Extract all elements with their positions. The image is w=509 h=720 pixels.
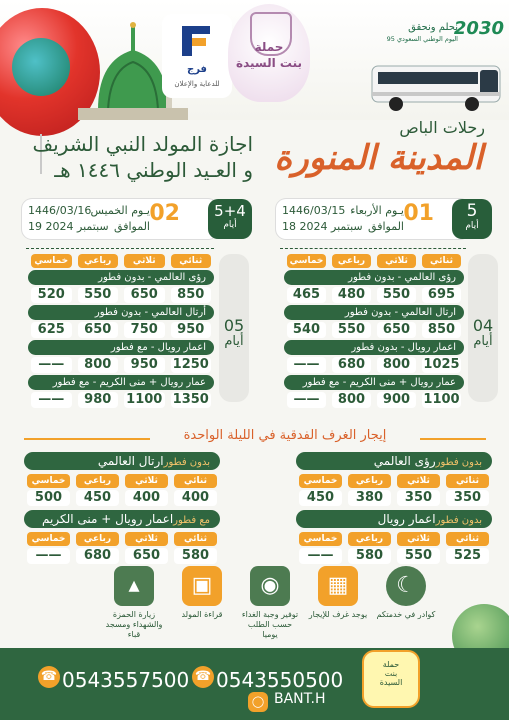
price-cell: 550 (332, 322, 371, 338)
holiday-line1: اجازة المولد النبي الشريف (32, 132, 253, 156)
price-cell: 1350 (171, 392, 212, 408)
price-cell: 800 (377, 357, 416, 373)
price-cell: 850 (171, 287, 212, 303)
trip1-number: 01 (403, 201, 434, 226)
hotel-icon: ▦ (318, 566, 358, 606)
room-type-chip: ثلاثي (125, 474, 168, 488)
price-cell: —— (287, 357, 326, 373)
room-type-chip: ثنائي (446, 532, 489, 546)
feature-book (172, 566, 232, 620)
price-cell: 540 (287, 322, 326, 338)
vision-main: نحلم ونحقق (408, 22, 458, 33)
room-type-chip: ثنائي (174, 474, 217, 488)
trip2-greg-prefix: الموافق (114, 220, 150, 233)
agency-f-icon (176, 20, 216, 60)
price-cell: 480 (332, 287, 371, 303)
room-price-cell: 580 (174, 548, 217, 564)
trip1-divider (280, 248, 466, 249)
price-cell: 1025 (423, 357, 460, 372)
room-type-chip: ثلاثي (125, 532, 168, 546)
room-price-cell: 680 (76, 548, 119, 564)
trip2-days: 5+4 (214, 202, 246, 220)
snap-line1: حملة (382, 660, 400, 669)
bus-trips-label: رحلات الباص (399, 118, 485, 137)
trip1-side-days (468, 254, 498, 402)
room-type-chip: ثلاثي (397, 532, 440, 546)
campaign-badge (228, 4, 310, 102)
room-type-chip: خماسي (27, 474, 70, 488)
price-cell: 550 (377, 287, 416, 303)
room-type-chip: خماسي (287, 254, 326, 268)
campaign-line2: بنت السيدة (235, 56, 303, 70)
feature-hotel-label: يوجد غرف للإيجار (308, 610, 368, 619)
room-type-chip: رباعي (76, 532, 119, 546)
hotel-name-bar: رؤى العالمي - بدون فطور (284, 270, 464, 285)
room-type-chip: خماسي (299, 474, 342, 488)
feature-guide (376, 566, 436, 620)
trip2-number: 02 (149, 201, 180, 226)
city-title: المدينة المنورة (274, 138, 483, 178)
room-type-chip: رباعي (348, 474, 391, 488)
price-cell: 695 (422, 287, 461, 303)
book-icon: ▣ (182, 566, 222, 606)
room-type-chip: رباعي (78, 254, 119, 268)
hotel-name-bar: أرتال العالمي - بدون فطور (28, 305, 214, 320)
room-price-cell: 350 (446, 490, 489, 506)
price-cell: 800 (332, 392, 371, 408)
room-price-cell: 500 (27, 490, 70, 506)
room-block-bar (24, 510, 220, 528)
room-type-chip: ثلاثي (377, 254, 416, 268)
trip1-day: يـوم الأربعاء (350, 204, 404, 217)
trip2-divider (26, 248, 214, 249)
room-block-bar (296, 452, 492, 470)
agency-tagline: للدعاية والإعلان (174, 80, 220, 88)
room-type-chip: خماسي (27, 532, 70, 546)
price-cell: 800 (78, 357, 119, 373)
price-cell: 550 (78, 287, 119, 303)
price-cell: 650 (124, 287, 165, 303)
trip2-side-label: أيام (224, 334, 244, 349)
price-cell: 950 (124, 357, 165, 373)
price-cell: 680 (332, 357, 371, 373)
feature-guide-label: كوادر في خدمتكم (376, 610, 436, 619)
feature-meal-label: توفير وجبة الغداء حسب الطلب يوميا (241, 610, 299, 639)
trip2-side-days (219, 254, 249, 402)
vision-logo (370, 18, 504, 48)
room-price-cell: 450 (299, 490, 342, 506)
section-line-right (420, 438, 486, 440)
room-block-name: ارتال العالمي (97, 454, 164, 468)
meal-icon: ◉ (250, 566, 290, 606)
room-price-cell: 400 (125, 490, 168, 506)
room-type-chip: خماسي (299, 532, 342, 546)
trip1-hijri: 1446/03/15 (282, 204, 346, 217)
price-cell: 980 (78, 392, 119, 408)
snapchat-code[interactable] (362, 650, 420, 708)
trip1-days: 5 (466, 201, 478, 221)
agency-logo (162, 14, 232, 98)
price-cell: —— (31, 357, 72, 373)
holiday-line2: و العـيد الوطني ١٤٤٦ هـ (54, 158, 253, 182)
room-block-tag: بدون فطور (163, 457, 210, 468)
room-block-bar (24, 452, 220, 470)
vision-mark: 2030 (453, 18, 504, 39)
price-cell: 625 (31, 322, 72, 338)
room-block-name: رؤى العالمي (373, 454, 436, 468)
price-cell: 900 (377, 392, 416, 408)
feature-book-label: قراءة المولد (181, 610, 223, 619)
room-price-cell: 350 (397, 490, 440, 506)
price-cell: 465 (287, 287, 326, 303)
bus-icon (368, 58, 504, 114)
price-cell: 1250 (171, 357, 212, 373)
trip1-greg-prefix: الموافق (368, 220, 404, 233)
room-price-cell: 550 (397, 548, 440, 564)
snap-line3: السيدة (379, 678, 403, 687)
feature-meal (240, 566, 300, 640)
trip2-side-number: 05 (223, 316, 245, 335)
price-cell: 520 (31, 287, 72, 303)
room-block-tag: بدون فطور (435, 515, 482, 526)
room-type-chip: ثنائي (446, 474, 489, 488)
room-price-cell: —— (27, 548, 70, 564)
price-cell: —— (287, 392, 326, 408)
room-price-cell: 650 (125, 548, 168, 564)
price-cell: —— (31, 392, 72, 408)
snap-line2: بنت (384, 669, 398, 678)
price-cell: 950 (171, 322, 212, 338)
agency-name: فرج (187, 64, 207, 75)
hotel-name-bar: ارتال العالمي - بدون فطور (284, 305, 464, 320)
instagram-icon: ◯ (248, 692, 268, 712)
trip1-days-badge (452, 199, 492, 239)
hotel-name-bar: رؤى العالمي - بدون فطور (28, 270, 214, 285)
section-line-left (24, 438, 150, 440)
room-block-name: اعمار رويال + منى الكريم (42, 512, 174, 526)
room-price-cell: 450 (76, 490, 119, 506)
price-cell: 650 (78, 322, 119, 338)
room-type-chip: رباعي (76, 474, 119, 488)
room-type-chip: ثلاثي (124, 254, 165, 268)
price-cell: 1100 (423, 392, 460, 407)
room-type-chip: ثنائي (171, 254, 212, 268)
room-price-cell: 525 (446, 548, 489, 564)
phone-icon: ☎ (38, 666, 60, 688)
room-block-tag: مع فطور (173, 515, 210, 526)
room-price-cell: —— (299, 548, 342, 564)
guide-icon: ☾ (386, 566, 426, 606)
room-type-chip: رباعي (348, 532, 391, 546)
instagram-handle[interactable]: BANT.H (274, 691, 326, 707)
trip1-date-panel (276, 199, 470, 239)
trip2-days-badge (208, 199, 252, 239)
trip1-side-number: 04 (472, 316, 494, 335)
feature-hotel (308, 566, 368, 620)
price-cell: 1100 (124, 392, 165, 408)
price-cell: 750 (124, 322, 165, 338)
price-cell: 650 (377, 322, 416, 338)
hotel-name-bar: اعمار رويال - مع فطور (28, 340, 214, 355)
trip2-day: يـوم الخميس (90, 204, 150, 217)
trip1-side-label: أيام (473, 334, 493, 349)
phone-number-2[interactable]: 0543557500 (62, 668, 190, 692)
price-cell: 850 (422, 322, 461, 338)
room-type-chip: ثنائي (422, 254, 461, 268)
trip2-hijri: 1446/03/16 (28, 204, 92, 217)
hotel-name-bar: عمار رويال + منى الكريم - مع فطور (28, 375, 214, 390)
rooms-section-title: إيجار الغرف الفدقية في الليلة الواحدة (183, 428, 387, 443)
room-price-cell: 400 (174, 490, 217, 506)
feature-mosque (104, 566, 164, 640)
trip1-gregorian: 18 سبتمبر 2024 (282, 220, 363, 233)
room-price-cell: 380 (348, 490, 391, 506)
vision-sub: اليوم الوطني السعودي 95 (386, 35, 458, 43)
room-block-name: اعمار رويال (377, 512, 436, 526)
campaign-line1: حملة (254, 40, 284, 54)
hotel-name-bar: اعمار رويال - بدون فطور (284, 340, 464, 355)
room-price-cell: 580 (348, 548, 391, 564)
trip1-days-label: أيام (465, 221, 479, 231)
phone-icon: ☎ (192, 666, 214, 688)
hotel-name-bar: عمار رويال + منى الكريم - مع فطور (284, 375, 464, 390)
trip2-date-panel (22, 199, 218, 239)
room-type-chip: خماسي (31, 254, 72, 268)
room-block-tag: بدون فطور (435, 457, 482, 468)
mosque-icon: ▴ (114, 566, 154, 606)
phone-number-1[interactable]: 0543550500 (216, 668, 344, 692)
feature-mosque-label: زيارة الحمزة والشهداء ومسجد قباء (105, 610, 163, 639)
trip2-days-label: أيام (223, 220, 237, 230)
room-block-bar (296, 510, 492, 528)
room-type-chip: ثلاثي (397, 474, 440, 488)
room-type-chip: رباعي (332, 254, 371, 268)
room-type-chip: ثنائي (174, 532, 217, 546)
trip2-gregorian: 19 سبتمبر 2024 (28, 220, 109, 233)
